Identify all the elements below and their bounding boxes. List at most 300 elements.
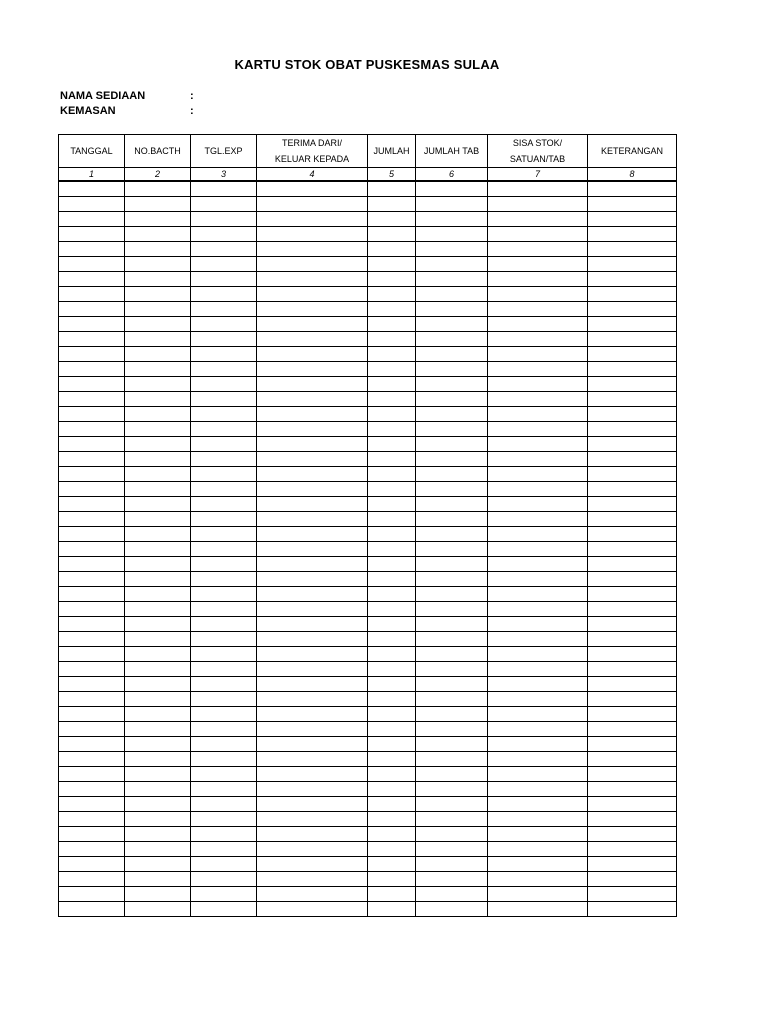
table-cell[interactable] — [59, 857, 125, 872]
table-cell[interactable] — [257, 257, 368, 272]
table-cell[interactable] — [416, 497, 488, 512]
table-cell[interactable] — [368, 677, 416, 692]
table-cell[interactable] — [191, 302, 257, 317]
table-cell[interactable] — [59, 602, 125, 617]
table-cell[interactable] — [488, 332, 588, 347]
table-cell[interactable] — [257, 197, 368, 212]
table-cell[interactable] — [368, 617, 416, 632]
table-cell[interactable] — [191, 257, 257, 272]
table-cell[interactable] — [368, 632, 416, 647]
table-cell[interactable] — [588, 512, 677, 527]
table-cell[interactable] — [368, 827, 416, 842]
table-cell[interactable] — [488, 887, 588, 902]
table-cell[interactable] — [191, 497, 257, 512]
table-cell[interactable] — [488, 257, 588, 272]
table-cell[interactable] — [125, 407, 191, 422]
table-cell[interactable] — [588, 197, 677, 212]
table-cell[interactable] — [588, 422, 677, 437]
table-cell[interactable] — [588, 782, 677, 797]
table-cell[interactable] — [59, 737, 125, 752]
table-cell[interactable] — [125, 677, 191, 692]
table-cell[interactable] — [125, 272, 191, 287]
table-cell[interactable] — [416, 227, 488, 242]
table-cell[interactable] — [588, 452, 677, 467]
table-cell[interactable] — [368, 692, 416, 707]
table-cell[interactable] — [59, 767, 125, 782]
table-cell[interactable] — [488, 722, 588, 737]
table-cell[interactable] — [488, 737, 588, 752]
table-cell[interactable] — [588, 812, 677, 827]
table-cell[interactable] — [59, 677, 125, 692]
table-cell[interactable] — [416, 632, 488, 647]
table-cell[interactable] — [488, 467, 588, 482]
table-cell[interactable] — [488, 422, 588, 437]
table-cell[interactable] — [416, 857, 488, 872]
table-cell[interactable] — [488, 647, 588, 662]
table-cell[interactable] — [59, 902, 125, 917]
table-cell[interactable] — [368, 407, 416, 422]
table-cell[interactable] — [125, 242, 191, 257]
table-cell[interactable] — [368, 797, 416, 812]
table-cell[interactable] — [59, 497, 125, 512]
table-cell[interactable] — [368, 272, 416, 287]
table-cell[interactable] — [125, 302, 191, 317]
table-cell[interactable] — [191, 677, 257, 692]
table-cell[interactable] — [488, 512, 588, 527]
table-cell[interactable] — [488, 602, 588, 617]
table-cell[interactable] — [488, 767, 588, 782]
table-cell[interactable] — [368, 212, 416, 227]
table-cell[interactable] — [125, 827, 191, 842]
table-cell[interactable] — [416, 782, 488, 797]
table-cell[interactable] — [588, 317, 677, 332]
table-cell[interactable] — [125, 467, 191, 482]
table-cell[interactable] — [368, 332, 416, 347]
table-cell[interactable] — [488, 752, 588, 767]
table-cell[interactable] — [59, 542, 125, 557]
table-cell[interactable] — [191, 857, 257, 872]
table-cell[interactable] — [488, 827, 588, 842]
table-cell[interactable] — [488, 452, 588, 467]
table-cell[interactable] — [125, 197, 191, 212]
table-cell[interactable] — [488, 287, 588, 302]
table-cell[interactable] — [416, 872, 488, 887]
table-cell[interactable] — [368, 437, 416, 452]
table-cell[interactable] — [488, 797, 588, 812]
table-cell[interactable] — [125, 482, 191, 497]
table-cell[interactable] — [588, 302, 677, 317]
table-cell[interactable] — [59, 662, 125, 677]
table-cell[interactable] — [368, 752, 416, 767]
table-cell[interactable] — [416, 662, 488, 677]
table-cell[interactable] — [488, 632, 588, 647]
table-cell[interactable] — [488, 377, 588, 392]
table-cell[interactable] — [588, 362, 677, 377]
table-cell[interactable] — [191, 722, 257, 737]
table-cell[interactable] — [257, 887, 368, 902]
table-cell[interactable] — [416, 287, 488, 302]
table-cell[interactable] — [125, 707, 191, 722]
table-cell[interactable] — [257, 181, 368, 197]
table-cell[interactable] — [416, 647, 488, 662]
table-cell[interactable] — [588, 752, 677, 767]
table-cell[interactable] — [125, 392, 191, 407]
table-cell[interactable] — [257, 602, 368, 617]
table-cell[interactable] — [416, 797, 488, 812]
table-cell[interactable] — [257, 242, 368, 257]
table-cell[interactable] — [191, 407, 257, 422]
table-cell[interactable] — [59, 377, 125, 392]
table-cell[interactable] — [59, 752, 125, 767]
table-cell[interactable] — [125, 722, 191, 737]
table-cell[interactable] — [588, 617, 677, 632]
table-cell[interactable] — [257, 677, 368, 692]
table-cell[interactable] — [257, 752, 368, 767]
table-cell[interactable] — [368, 317, 416, 332]
table-cell[interactable] — [191, 572, 257, 587]
table-cell[interactable] — [416, 392, 488, 407]
table-cell[interactable] — [488, 497, 588, 512]
table-cell[interactable] — [191, 482, 257, 497]
table-cell[interactable] — [588, 212, 677, 227]
table-cell[interactable] — [125, 527, 191, 542]
table-cell[interactable] — [488, 902, 588, 917]
table-cell[interactable] — [368, 242, 416, 257]
table-cell[interactable] — [488, 587, 588, 602]
table-cell[interactable] — [59, 392, 125, 407]
table-cell[interactable] — [416, 181, 488, 197]
table-cell[interactable] — [488, 692, 588, 707]
table-cell[interactable] — [257, 452, 368, 467]
table-cell[interactable] — [257, 722, 368, 737]
table-cell[interactable] — [588, 602, 677, 617]
table-cell[interactable] — [416, 617, 488, 632]
table-cell[interactable] — [125, 617, 191, 632]
table-cell[interactable] — [257, 812, 368, 827]
table-cell[interactable] — [416, 722, 488, 737]
table-cell[interactable] — [191, 887, 257, 902]
table-cell[interactable] — [59, 587, 125, 602]
table-cell[interactable] — [191, 422, 257, 437]
table-cell[interactable] — [588, 902, 677, 917]
table-cell[interactable] — [257, 842, 368, 857]
table-cell[interactable] — [488, 197, 588, 212]
table-cell[interactable] — [257, 692, 368, 707]
table-cell[interactable] — [488, 812, 588, 827]
table-cell[interactable] — [191, 392, 257, 407]
table-cell[interactable] — [125, 782, 191, 797]
table-cell[interactable] — [125, 257, 191, 272]
table-cell[interactable] — [488, 572, 588, 587]
table-cell[interactable] — [59, 797, 125, 812]
table-cell[interactable] — [257, 377, 368, 392]
table-cell[interactable] — [416, 362, 488, 377]
table-cell[interactable] — [59, 467, 125, 482]
table-cell[interactable] — [368, 197, 416, 212]
table-cell[interactable] — [125, 362, 191, 377]
table-cell[interactable] — [257, 827, 368, 842]
table-cell[interactable] — [368, 902, 416, 917]
table-cell[interactable] — [125, 227, 191, 242]
table-cell[interactable] — [59, 512, 125, 527]
table-cell[interactable] — [125, 181, 191, 197]
table-cell[interactable] — [488, 347, 588, 362]
table-cell[interactable] — [588, 407, 677, 422]
table-cell[interactable] — [191, 332, 257, 347]
table-cell[interactable] — [59, 572, 125, 587]
table-cell[interactable] — [588, 272, 677, 287]
table-cell[interactable] — [416, 197, 488, 212]
table-cell[interactable] — [588, 467, 677, 482]
table-cell[interactable] — [368, 662, 416, 677]
table-cell[interactable] — [125, 812, 191, 827]
table-cell[interactable] — [59, 557, 125, 572]
table-cell[interactable] — [368, 842, 416, 857]
table-cell[interactable] — [257, 707, 368, 722]
table-cell[interactable] — [588, 707, 677, 722]
table-cell[interactable] — [416, 707, 488, 722]
table-cell[interactable] — [125, 422, 191, 437]
table-cell[interactable] — [488, 872, 588, 887]
table-cell[interactable] — [416, 752, 488, 767]
table-cell[interactable] — [191, 227, 257, 242]
table-cell[interactable] — [488, 181, 588, 197]
table-cell[interactable] — [368, 181, 416, 197]
table-cell[interactable] — [588, 857, 677, 872]
table-cell[interactable] — [416, 542, 488, 557]
table-cell[interactable] — [257, 497, 368, 512]
table-cell[interactable] — [588, 287, 677, 302]
table-cell[interactable] — [368, 707, 416, 722]
table-cell[interactable] — [191, 842, 257, 857]
table-cell[interactable] — [368, 557, 416, 572]
table-cell[interactable] — [588, 181, 677, 197]
table-cell[interactable] — [588, 767, 677, 782]
table-cell[interactable] — [191, 437, 257, 452]
table-cell[interactable] — [257, 557, 368, 572]
table-cell[interactable] — [257, 782, 368, 797]
table-cell[interactable] — [257, 797, 368, 812]
table-cell[interactable] — [191, 782, 257, 797]
table-cell[interactable] — [588, 797, 677, 812]
table-cell[interactable] — [416, 827, 488, 842]
table-cell[interactable] — [488, 437, 588, 452]
table-cell[interactable] — [416, 512, 488, 527]
table-cell[interactable] — [59, 332, 125, 347]
table-cell[interactable] — [488, 782, 588, 797]
table-cell[interactable] — [59, 707, 125, 722]
table-cell[interactable] — [257, 227, 368, 242]
table-cell[interactable] — [257, 737, 368, 752]
table-cell[interactable] — [257, 422, 368, 437]
table-cell[interactable] — [125, 842, 191, 857]
table-cell[interactable] — [125, 647, 191, 662]
table-cell[interactable] — [488, 662, 588, 677]
table-cell[interactable] — [257, 512, 368, 527]
table-cell[interactable] — [59, 842, 125, 857]
table-cell[interactable] — [257, 212, 368, 227]
table-cell[interactable] — [125, 737, 191, 752]
table-cell[interactable] — [588, 377, 677, 392]
table-cell[interactable] — [488, 362, 588, 377]
table-cell[interactable] — [125, 752, 191, 767]
table-cell[interactable] — [59, 617, 125, 632]
table-cell[interactable] — [191, 692, 257, 707]
table-cell[interactable] — [191, 242, 257, 257]
table-cell[interactable] — [125, 452, 191, 467]
table-cell[interactable] — [368, 362, 416, 377]
table-cell[interactable] — [368, 737, 416, 752]
table-cell[interactable] — [368, 887, 416, 902]
table-cell[interactable] — [416, 257, 488, 272]
table-cell[interactable] — [416, 452, 488, 467]
table-cell[interactable] — [488, 407, 588, 422]
table-cell[interactable] — [257, 662, 368, 677]
table-cell[interactable] — [257, 542, 368, 557]
table-cell[interactable] — [125, 662, 191, 677]
table-cell[interactable] — [416, 407, 488, 422]
table-cell[interactable] — [191, 902, 257, 917]
table-cell[interactable] — [191, 632, 257, 647]
table-cell[interactable] — [416, 587, 488, 602]
table-cell[interactable] — [368, 872, 416, 887]
table-cell[interactable] — [368, 257, 416, 272]
table-cell[interactable] — [125, 377, 191, 392]
table-cell[interactable] — [257, 347, 368, 362]
table-cell[interactable] — [368, 227, 416, 242]
table-cell[interactable] — [191, 617, 257, 632]
table-cell[interactable] — [257, 632, 368, 647]
table-cell[interactable] — [368, 572, 416, 587]
table-cell[interactable] — [59, 692, 125, 707]
table-cell[interactable] — [368, 497, 416, 512]
table-cell[interactable] — [191, 602, 257, 617]
table-cell[interactable] — [191, 557, 257, 572]
table-cell[interactable] — [191, 797, 257, 812]
table-cell[interactable] — [368, 722, 416, 737]
table-cell[interactable] — [588, 827, 677, 842]
table-cell[interactable] — [191, 812, 257, 827]
table-cell[interactable] — [588, 392, 677, 407]
table-cell[interactable] — [191, 752, 257, 767]
table-cell[interactable] — [257, 437, 368, 452]
table-cell[interactable] — [191, 347, 257, 362]
table-cell[interactable] — [257, 287, 368, 302]
table-cell[interactable] — [191, 212, 257, 227]
table-cell[interactable] — [125, 872, 191, 887]
table-cell[interactable] — [257, 902, 368, 917]
table-cell[interactable] — [368, 602, 416, 617]
table-cell[interactable] — [257, 392, 368, 407]
table-cell[interactable] — [416, 332, 488, 347]
table-cell[interactable] — [588, 872, 677, 887]
table-cell[interactable] — [59, 181, 125, 197]
table-cell[interactable] — [191, 362, 257, 377]
table-cell[interactable] — [59, 242, 125, 257]
table-cell[interactable] — [416, 527, 488, 542]
table-cell[interactable] — [368, 347, 416, 362]
table-cell[interactable] — [257, 872, 368, 887]
table-cell[interactable] — [368, 857, 416, 872]
table-cell[interactable] — [588, 587, 677, 602]
table-cell[interactable] — [125, 857, 191, 872]
table-cell[interactable] — [191, 707, 257, 722]
table-cell[interactable] — [488, 557, 588, 572]
table-cell[interactable] — [59, 827, 125, 842]
table-cell[interactable] — [191, 181, 257, 197]
table-cell[interactable] — [488, 227, 588, 242]
table-cell[interactable] — [125, 887, 191, 902]
table-cell[interactable] — [125, 632, 191, 647]
table-cell[interactable] — [416, 887, 488, 902]
table-cell[interactable] — [488, 857, 588, 872]
table-cell[interactable] — [416, 557, 488, 572]
table-cell[interactable] — [59, 812, 125, 827]
table-cell[interactable] — [191, 527, 257, 542]
table-cell[interactable] — [257, 362, 368, 377]
table-cell[interactable] — [125, 797, 191, 812]
table-cell[interactable] — [59, 272, 125, 287]
table-cell[interactable] — [488, 527, 588, 542]
table-cell[interactable] — [368, 647, 416, 662]
table-cell[interactable] — [257, 857, 368, 872]
table-cell[interactable] — [191, 452, 257, 467]
table-cell[interactable] — [416, 737, 488, 752]
table-cell[interactable] — [191, 377, 257, 392]
table-cell[interactable] — [59, 647, 125, 662]
table-cell[interactable] — [488, 317, 588, 332]
table-cell[interactable] — [191, 197, 257, 212]
table-cell[interactable] — [125, 212, 191, 227]
table-cell[interactable] — [191, 827, 257, 842]
table-cell[interactable] — [125, 437, 191, 452]
table-cell[interactable] — [368, 392, 416, 407]
table-cell[interactable] — [257, 482, 368, 497]
table-cell[interactable] — [588, 227, 677, 242]
table-cell[interactable] — [368, 542, 416, 557]
table-cell[interactable] — [588, 572, 677, 587]
table-cell[interactable] — [125, 332, 191, 347]
table-cell[interactable] — [588, 527, 677, 542]
table-cell[interactable] — [416, 767, 488, 782]
table-cell[interactable] — [588, 437, 677, 452]
table-cell[interactable] — [488, 842, 588, 857]
table-cell[interactable] — [59, 422, 125, 437]
table-cell[interactable] — [588, 887, 677, 902]
table-cell[interactable] — [257, 302, 368, 317]
table-cell[interactable] — [59, 317, 125, 332]
table-cell[interactable] — [416, 317, 488, 332]
table-cell[interactable] — [59, 527, 125, 542]
table-cell[interactable] — [488, 482, 588, 497]
table-cell[interactable] — [191, 287, 257, 302]
table-cell[interactable] — [59, 482, 125, 497]
table-cell[interactable] — [125, 347, 191, 362]
table-cell[interactable] — [416, 272, 488, 287]
table-cell[interactable] — [368, 287, 416, 302]
table-cell[interactable] — [257, 317, 368, 332]
table-cell[interactable] — [588, 842, 677, 857]
table-cell[interactable] — [588, 632, 677, 647]
table-cell[interactable] — [125, 692, 191, 707]
table-cell[interactable] — [59, 347, 125, 362]
table-cell[interactable] — [368, 422, 416, 437]
table-cell[interactable] — [488, 542, 588, 557]
table-cell[interactable] — [257, 332, 368, 347]
table-cell[interactable] — [416, 422, 488, 437]
table-cell[interactable] — [59, 782, 125, 797]
table-cell[interactable] — [368, 482, 416, 497]
